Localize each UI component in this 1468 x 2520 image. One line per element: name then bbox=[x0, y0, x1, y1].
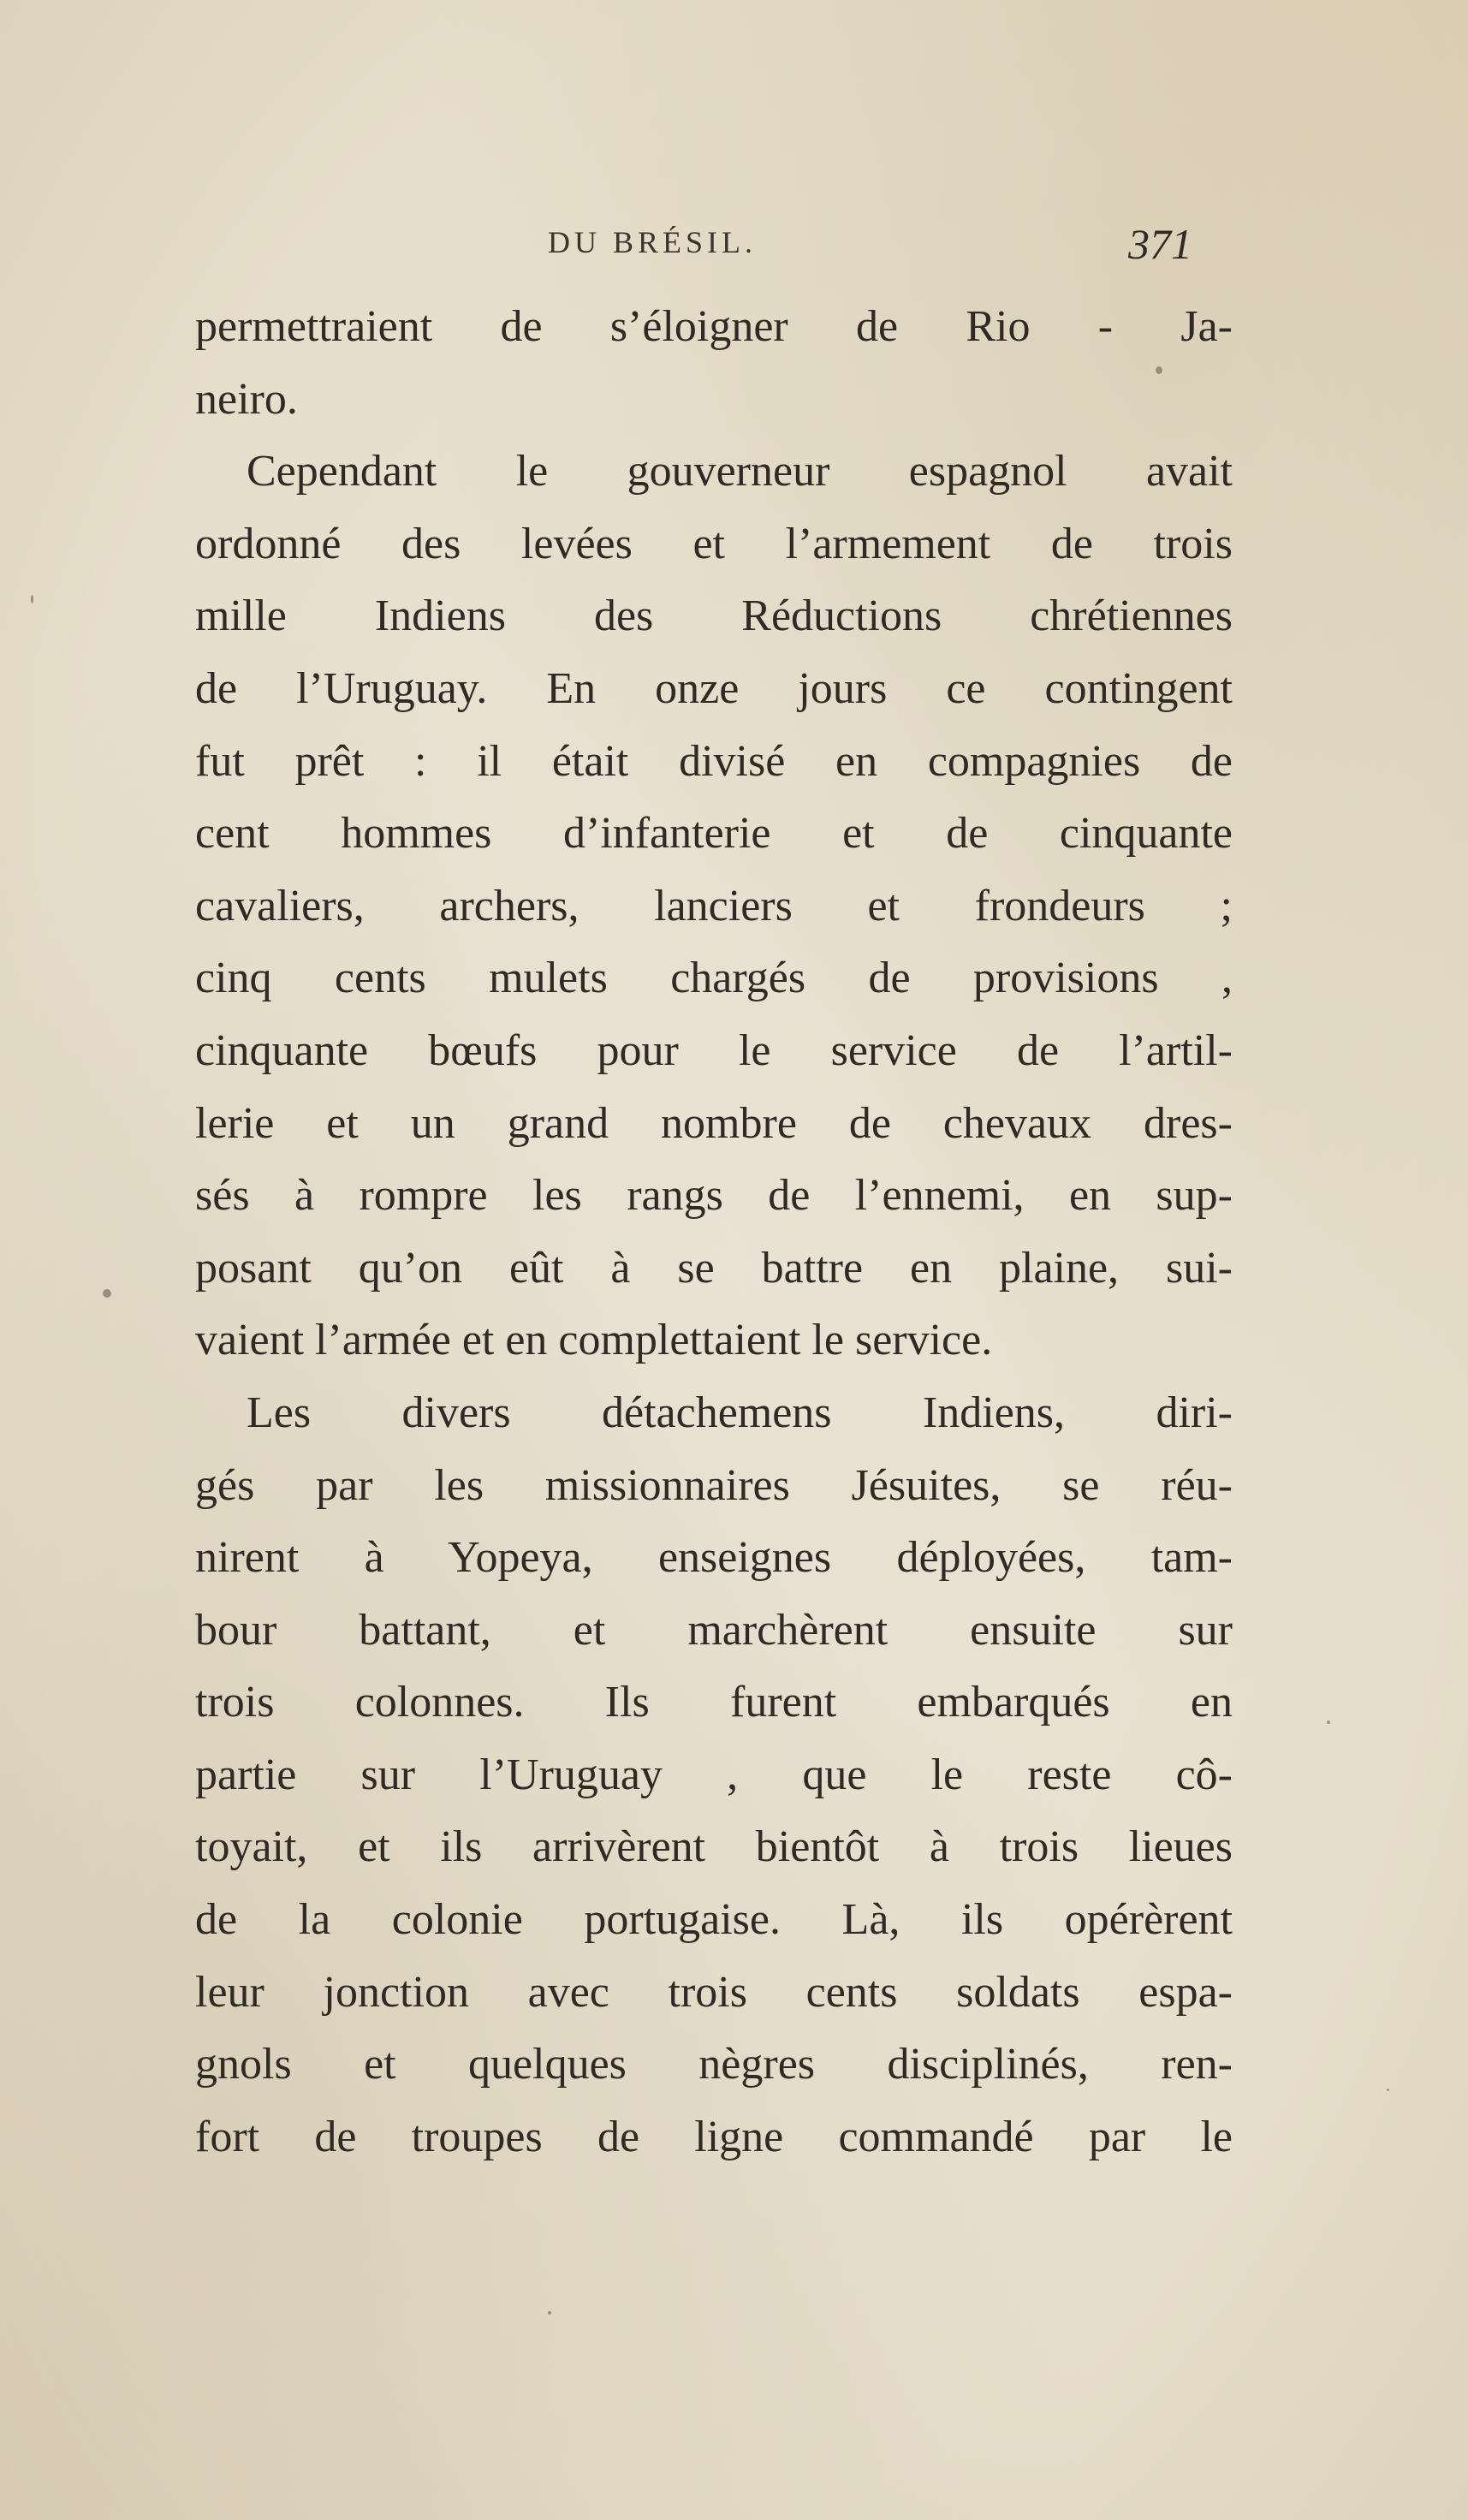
text-line: permettraient de s’éloigner de Rio - Ja- bbox=[195, 302, 1233, 351]
text-line: posant qu’on eût à se battre en plaine, sui- bbox=[195, 1243, 1233, 1293]
paper-speck bbox=[103, 1289, 111, 1298]
text-line: cent hommes d’infanterie et de cinquante bbox=[195, 809, 1233, 859]
running-head: DU BRÉSIL. bbox=[548, 225, 758, 259]
text-line: cinq cents mulets chargés de provisions , bbox=[195, 954, 1233, 1003]
text-line: lerie et un grand nombre de chevaux dres- bbox=[195, 1098, 1233, 1148]
paragraph-first-line: Cependant le gouverneur espagnol avait bbox=[247, 447, 1233, 496]
text-line: ordonné des levées et l’armement de trois bbox=[195, 519, 1233, 568]
text-line: cinquante bœufs pour le service de l’artil- bbox=[195, 1025, 1233, 1075]
paper-speck bbox=[31, 595, 33, 603]
text-line: mille Indiens des Réductions chrétiennes bbox=[195, 591, 1233, 641]
text-line: bour battant, et marchèrent ensuite sur bbox=[195, 1605, 1233, 1655]
text-line: cavaliers, archers, lanciers et frondeurs ; bbox=[195, 881, 1233, 930]
text-line: fut prêt : il était divisé en compagnies de bbox=[195, 736, 1233, 786]
text-line: de l’Uruguay. En onze jours ce contingent bbox=[195, 663, 1233, 713]
text-line: gés par les missionnaires Jésuites, se réu- bbox=[195, 1460, 1233, 1510]
text-line: nirent à Yopeya, enseignes déployées, tam- bbox=[195, 1533, 1233, 1583]
text-line: trois colonnes. Ils furent embarqués en bbox=[195, 1678, 1233, 1727]
text-line: partie sur l’Uruguay , que le reste cô- bbox=[195, 1750, 1233, 1799]
page-number: 371 bbox=[1128, 220, 1192, 268]
paper-speck bbox=[548, 2311, 551, 2315]
paper-speck bbox=[1156, 366, 1162, 374]
text-line: fort de troupes de ligne commandé par le bbox=[195, 2112, 1233, 2161]
paper-speck bbox=[1387, 2089, 1389, 2091]
text-line: neiro. bbox=[195, 374, 298, 424]
text-line: leur jonction avec trois cents soldats espa- bbox=[195, 1967, 1233, 2017]
text-line: toyait, et ils arrivèrent bientôt à trois lieues bbox=[195, 1822, 1233, 1872]
text-line: sés à rompre les rangs de l’ennemi, en sup- bbox=[195, 1171, 1233, 1221]
text-line: vaient l’armée et en complettaient le service. bbox=[195, 1316, 993, 1365]
text-line: gnols et quelques nègres disciplinés, ren- bbox=[195, 2040, 1233, 2089]
paragraph-first-line: Les divers détachemens Indiens, diri- bbox=[247, 1388, 1233, 1437]
text-line: de la colonie portugaise. Là, ils opérèrent bbox=[195, 1895, 1233, 1945]
body-text bbox=[195, 291, 1233, 2173]
paper-speck bbox=[1327, 1721, 1330, 1724]
